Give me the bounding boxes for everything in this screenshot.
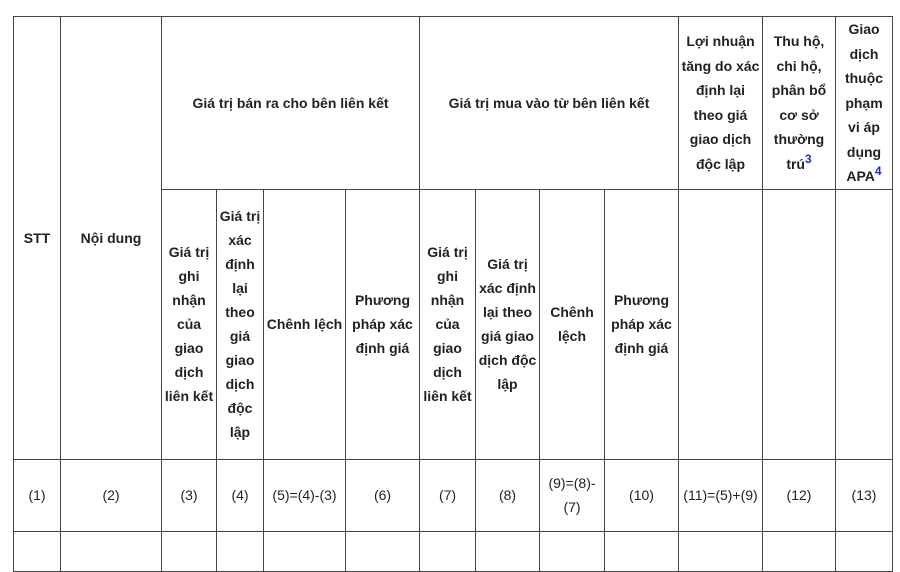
col-num-12: (12) <box>763 459 836 531</box>
header-ban-ra: Giá trị bán ra cho bên liên kết <box>162 17 420 190</box>
empty-cell-13 <box>836 189 893 459</box>
column-number-row <box>14 459 893 531</box>
sub-header-4: Giá trị xác định lại theo giá giao dịch độc lập <box>217 189 264 459</box>
col-num-3: (3) <box>162 459 217 531</box>
col-num-5: (5)=(4)-(3) <box>264 459 346 531</box>
header-thu-ho-text: Thu hộ, chi hộ, phân bổ cơ sở thường trú <box>771 33 827 172</box>
sub-header-3: Giá trị ghi nhận của giao dịch liên kết <box>162 189 217 459</box>
col-num-9: (9)=(8)-(7) <box>540 459 605 531</box>
header-apa <box>836 17 893 190</box>
empty-cell-12 <box>763 189 836 459</box>
empty-cell-11 <box>679 189 763 459</box>
sub-header-10: Phương pháp xác định giá <box>605 189 679 459</box>
col-num-10: (10) <box>605 459 679 531</box>
col-num-11: (11)=(5)+(9) <box>679 459 763 531</box>
col-num-7: (7) <box>420 459 476 531</box>
transfer-pricing-table <box>13 16 893 572</box>
col-num-6: (6) <box>346 459 420 531</box>
sub-header-8: Giá trị xác định lại theo giá giao dịch độc lập <box>476 189 540 459</box>
sub-header-5: Chênh lệch <box>264 189 346 459</box>
col-num-13: (13) <box>836 459 893 531</box>
col-num-1: (1) <box>14 459 61 531</box>
header-mua-vao: Giá trị mua vào từ bên liên kết <box>420 17 679 190</box>
header-loi-nhuan: Lợi nhuận tăng do xác định lại theo giá giao dịch độc lập <box>679 17 763 190</box>
sub-header-9: Chênh lệch <box>540 189 605 459</box>
header-noi-dung: Nội dung <box>61 17 162 460</box>
col-num-8: (8) <box>476 459 540 531</box>
header-apa-text: Giao dịch thuộc phạm vi áp dụng APA <box>844 21 884 184</box>
footnote-3-link[interactable]: 3 <box>804 151 812 166</box>
col-num-2: (2) <box>61 459 162 531</box>
header-stt: STT <box>14 17 61 460</box>
footnote-4-link[interactable]: 4 <box>874 164 882 178</box>
col-num-4: (4) <box>217 459 264 531</box>
sub-header-7: Giá trị ghi nhận của giao dịch liên kết <box>420 189 476 459</box>
header-thu-ho <box>763 17 836 190</box>
sub-header-6: Phương pháp xác định giá <box>346 189 420 459</box>
table-row <box>14 531 893 571</box>
